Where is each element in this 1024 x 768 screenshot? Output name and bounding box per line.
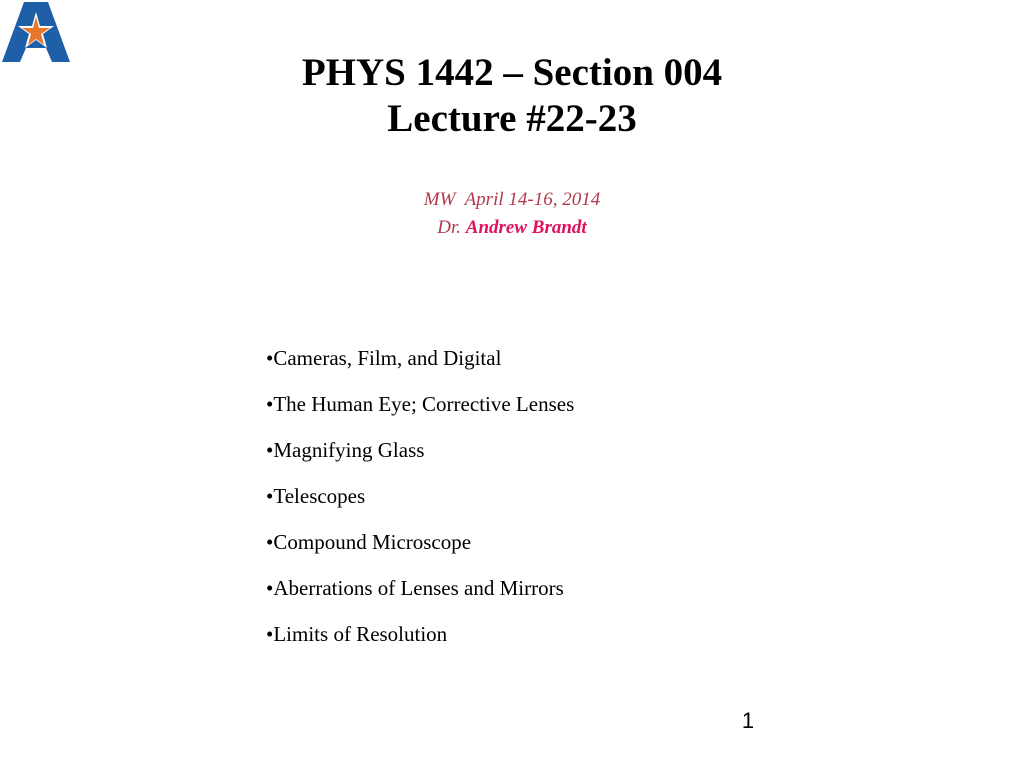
topic-item: •Compound Microscope <box>266 530 472 554</box>
topic-item: •Cameras, Film, and Digital <box>266 346 502 370</box>
presenter-line <box>0 214 1024 242</box>
title-course-line: PHYS 1442 – Section 004 <box>301 51 723 94</box>
slide-subtitle <box>0 186 1024 242</box>
lecture-date: MW April 14-16, 2014 <box>423 189 601 210</box>
topic-item: •The Human Eye; Corrective Lenses <box>266 392 575 416</box>
topic-item: •Telescopes <box>266 484 366 508</box>
slide-title <box>0 50 1024 142</box>
slide-page-number: 1 <box>741 708 755 733</box>
topic-item: •Magnifying Glass <box>266 438 425 462</box>
topic-list <box>266 344 574 666</box>
presenter-name: Andrew Brandt <box>465 217 587 238</box>
topic-item: •Aberrations of Lenses and Mirrors <box>266 576 564 600</box>
title-lecture-line: Lecture #22-23 <box>387 97 637 140</box>
presenter-prefix: Dr. <box>437 217 462 238</box>
topic-item: •Limits of Resolution <box>266 622 448 646</box>
